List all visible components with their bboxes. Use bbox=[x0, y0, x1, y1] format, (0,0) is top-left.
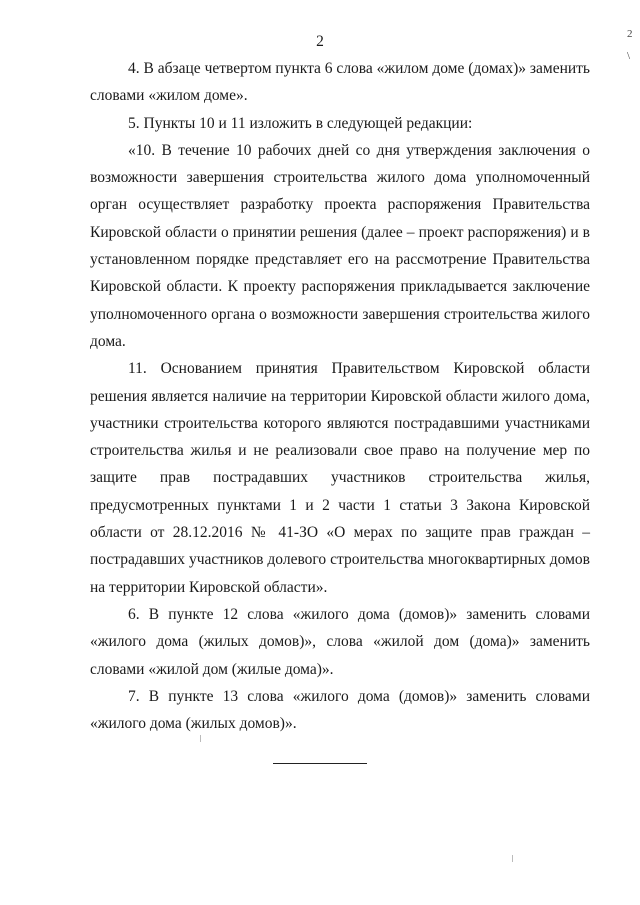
page-number: 2 bbox=[316, 33, 324, 50]
paragraph-item-5: 5. Пункты 10 и 11 изложить в следующей редакции: bbox=[128, 114, 473, 132]
paragraph-item-6: 6. В пункте 12 слова «жилого дома (домов)» заменить словами «жилого дома (жилых домов)», слова «жилой дом (дома)» заменить словами «жилой дом (жилые дома)». bbox=[90, 605, 590, 678]
edge-mark-top: 2 bbox=[627, 28, 633, 40]
scan-speck bbox=[512, 855, 513, 862]
scan-speck bbox=[200, 735, 201, 742]
closing-divider bbox=[273, 763, 367, 764]
paragraph-item-7: 7. В пункте 13 слова «жилого дома (домов)» заменить словами «жилого дома (жилых домов)». bbox=[90, 687, 590, 733]
paragraph-point-10: «10. В течение 10 рабочих дней со дня утверждения заключения о возможности завершения строительства жилого дома уполномоченный орган осуществляет разработку проекта распоряжения Правительства Кировской области о принятии решения (далее – проект распоряжения) и в установленном порядке представляет его на рассмотрение Правительства Кировской области. К проекту распоряжения прикладывается заключение уполномоченного органа о возможности завершения строительства жилого дома. bbox=[90, 141, 590, 350]
edge-mark-slash: \ bbox=[627, 50, 631, 62]
document-body bbox=[90, 55, 590, 737]
paragraph-point-11: 11. Основанием принятия Правительством Кировской области решения является наличие на территории Кировской области жилого дома, участники строительства которого являются пострадавшими участниками строительства жилья и не реализовали свое право на получение мер по защите прав пострадавших участников строительства жилья, предусмотренных пунктами 1 и 2 части 1 статьи 3 Закона Кировской области от 28.12.2016 № 41-ЗО «О мерах по защите прав граждан – пострадавших участников долевого строительства многоквартирных домов на территории Кировской области». bbox=[90, 360, 590, 596]
paragraph-item-4: 4. В абзаце четвертом пункта 6 слова «жилом доме (домах)» заменить словами «жилом доме». bbox=[90, 60, 590, 105]
